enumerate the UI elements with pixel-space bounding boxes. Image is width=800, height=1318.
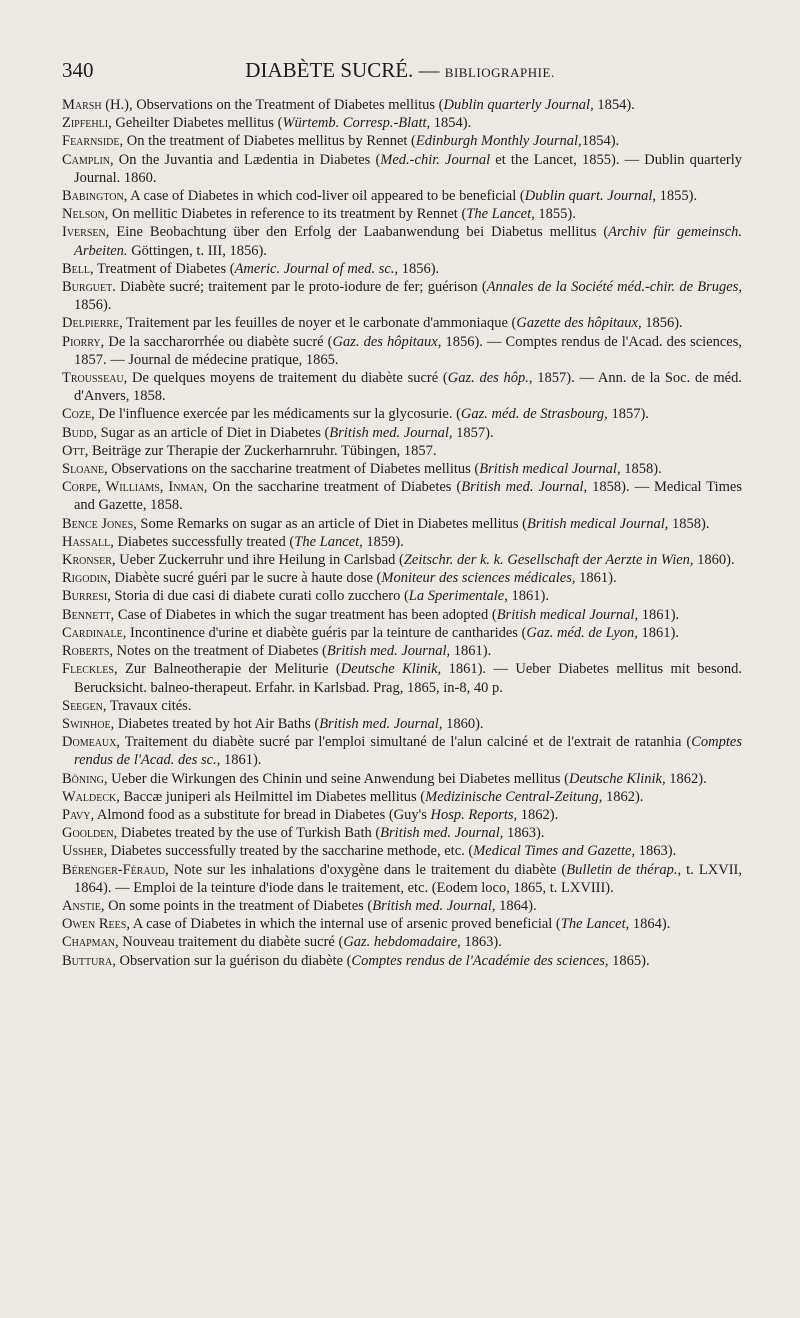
entry-tail: 1864).: [495, 897, 537, 914]
entry-source: Edinburgh Monthly Journal,: [415, 133, 582, 150]
entry-source: Americ. Journal of med. sc.,: [234, 260, 399, 277]
entry-tail: 1858).: [620, 461, 662, 478]
entry-source: Dublin quart. Journal,: [524, 188, 657, 205]
entry-tail: 1861). — Ueber Diabetes mellitus mit besond. Berucksicht. balneo-therapeut. Erfahr. in Karlsbad. Prag, 1865, in-8, 40 p.: [74, 661, 742, 696]
bibliography-entry: [62, 806, 742, 824]
entry-tail: 1861).: [220, 752, 262, 769]
entry-author: Fleckles: [62, 661, 114, 678]
bibliography-entry: [62, 733, 742, 769]
entry-text: , De quelques moyens de traitement du diabète sucré (: [123, 370, 448, 387]
bibliography-entry: [62, 551, 742, 569]
entry-source: Gaz. hebdomadaire,: [343, 934, 461, 951]
bibliography-entry: [62, 861, 742, 897]
entry-author: Zipfehli: [62, 115, 109, 132]
bibliography-entry: [62, 624, 742, 642]
bibliography-entry: [62, 697, 742, 715]
entry-text: , Case of Diabetes in which the sugar treatment has been adopted (: [110, 606, 497, 623]
bibliography-entry: [62, 952, 742, 970]
entry-text: , Sugar as an article of Diet in Diabetes (: [93, 424, 330, 441]
bibliography-entry: [62, 478, 742, 514]
entry-source: British med. Journal,: [319, 715, 443, 732]
page-header: [62, 58, 738, 88]
bibliography-entry: [62, 770, 742, 788]
entry-author: Delpierre: [62, 315, 120, 332]
entry-source: La Sperimentale,: [408, 588, 508, 605]
entry-tail: 1860).: [442, 715, 484, 732]
entry-tail: 1855).: [534, 206, 576, 223]
entry-author: Ott: [62, 442, 85, 459]
entry-author: Babington: [62, 188, 124, 205]
bibliography-entry: [62, 933, 742, 951]
bibliography-entry: [62, 897, 742, 915]
bibliography-entry: [62, 442, 742, 460]
entry-text: , Observations on the saccharine treatment of Diabetes mellitus (: [103, 461, 480, 478]
entry-text: , Diabetes treated by the use of Turkish Bath (: [113, 825, 381, 842]
running-title: [62, 58, 738, 83]
entry-tail: 1861).: [637, 624, 680, 641]
entry-tail: 1861).: [450, 643, 492, 660]
entry-text: , Diabetes successfully treated by the saccharine methode, etc. (: [103, 843, 474, 860]
entry-text: , On some points in the treatment of Diabetes (: [100, 897, 373, 914]
entry-tail: 1854).: [593, 97, 635, 113]
entry-text: , Zur Balneotherapie der Meliturie (: [113, 661, 341, 678]
entry-source: Hosp. Reports,: [430, 806, 518, 823]
entry-tail: 1854).: [581, 133, 620, 150]
bibliography-entry: [62, 369, 742, 405]
bibliography-entry: [62, 587, 742, 605]
entry-author: Bell: [62, 260, 90, 277]
entry-source: The Lancet,: [560, 916, 630, 933]
entry-author: Hassall: [62, 533, 111, 550]
entry-author: Marsh: [62, 97, 102, 113]
entry-source: Comptes rendus de l'Académie des sciences,: [351, 952, 609, 969]
bibliography-entry: [62, 842, 742, 860]
entry-author: Anstie: [62, 897, 101, 914]
entry-tail: 1865).: [608, 952, 650, 969]
entry-source: The Lancet,: [294, 533, 363, 550]
entry-text: , Diabetes successfully treated (: [110, 533, 295, 550]
entry-text: , Some Remarks on sugar as an article of Diet in Diabetes mellitus (: [133, 515, 527, 532]
entry-tail: 1858).: [668, 515, 710, 532]
entry-author: Bérenger-Féraud: [62, 861, 166, 878]
bibliography-entry: [62, 187, 742, 205]
entry-author: Waldeck: [62, 788, 117, 805]
entry-tail: 1863).: [503, 825, 545, 842]
entry-source: Comptes rendus de l'Acad. des sc.,: [74, 734, 742, 769]
entry-author: Kronser: [62, 552, 112, 569]
entry-author: Böning: [62, 770, 104, 787]
entry-tail: 1856).: [641, 315, 683, 332]
entry-tail: 1862).: [602, 788, 644, 805]
entry-text: , On the treatment of Diabetes mellitus by Rennet (: [119, 133, 416, 150]
entry-source: Gazette des hôpitaux,: [516, 315, 642, 332]
entry-source: Bulletin de thérap.,: [566, 861, 682, 878]
entry-source: The Lancet,: [466, 206, 535, 223]
bibliography-entry: [62, 314, 742, 332]
entry-author: Rigodin: [62, 570, 108, 587]
entry-author: Budd: [62, 424, 94, 441]
entry-author: Pavy: [62, 806, 91, 823]
entry-tail: et the Lancet, 1855). — Dublin quarterly Journal. 1860.: [74, 151, 742, 186]
entry-source: Annales de la Société méd.-chir. de Bruges,: [486, 279, 743, 296]
entry-tail: 1860).: [693, 552, 735, 569]
entry-author: Swinhoe: [62, 715, 111, 732]
bibliography-entry: [62, 151, 742, 187]
entry-text: , Baccæ juniperi als Heilmittel im Diabetes mellitus (: [116, 788, 426, 805]
bibliography-entry: [62, 223, 742, 259]
entry-tail: 1856).: [398, 260, 440, 277]
entry-text: , Treatment of Diabetes (: [90, 260, 235, 277]
entry-tail: 1861).: [638, 606, 680, 623]
entry-tail: 1858). — Medical Times and Gazette, 1858.: [74, 479, 742, 514]
title-dash: —: [418, 58, 440, 82]
bibliography-entry: [62, 569, 742, 587]
bibliography-entry: [62, 460, 742, 478]
entry-author: Nelson: [62, 206, 105, 223]
bibliography-entry: [62, 788, 742, 806]
entry-text: , Note sur les inhalations d'oxygène dans le traitement du diabète (: [165, 861, 567, 878]
entry-text: , Travaux cités.: [102, 697, 192, 714]
entry-author: Camplin: [62, 151, 111, 168]
entry-text: (H.), Observations on the Treatment of Diabetes mellitus (: [101, 97, 444, 113]
bibliography-entry: [62, 405, 742, 423]
entry-text: , Storia di due casi di diabete curati collo zucchero (: [107, 588, 409, 605]
bibliography-entry: [62, 278, 742, 314]
bibliography-entry: [62, 915, 742, 933]
entry-author: Iversen: [62, 224, 106, 241]
bibliography-entry: [62, 114, 742, 132]
entry-source: Moniteur des sciences médicales,: [381, 570, 576, 587]
chapter-title: DIABÈTE SUCRÉ.: [245, 58, 414, 82]
entry-text: , Ueber Zuckerruhr und ihre Heilung in Carlsbad (: [111, 552, 404, 569]
entry-source: Med.-chir. Journal: [380, 151, 491, 168]
entry-source: British med. Journal,: [326, 643, 451, 660]
entry-source: Gaz. méd. de Lyon,: [526, 624, 638, 641]
entry-tail: 1862).: [517, 806, 559, 823]
entry-tail: Göttingen, t. III, 1856).: [127, 242, 267, 259]
entry-source: British med. Journal,: [461, 479, 588, 496]
entry-source: Deutsche Klinik,: [340, 661, 442, 678]
entry-tail: 1863).: [635, 843, 677, 860]
entry-author: Bence Jones: [62, 515, 134, 532]
entry-author: Bennett: [62, 606, 111, 623]
entry-tail: 1857).: [452, 424, 494, 441]
entry-author: Corpe, Williams, Inman: [62, 479, 204, 496]
entry-text: , De la saccharorrhée ou diabète sucré (: [100, 333, 333, 350]
bibliography-entry: [62, 642, 742, 660]
bibliography-entry: [62, 132, 742, 150]
entry-author: Burguet: [62, 279, 113, 296]
entry-text: , On mellitic Diabetes in reference to its treatment by Rennet (: [104, 206, 467, 223]
entry-source: Würtemb. Corresp.-Blatt,: [282, 115, 431, 132]
entry-text: , Beiträge zur Therapie der Zuckerharnruhr. Tübingen, 1857.: [84, 442, 437, 459]
entry-text: , Almond food as a substitute for bread in Diabetes (Guy's: [90, 806, 431, 823]
entry-text: , Notes on the treatment of Diabetes (: [109, 643, 327, 660]
entry-text: , Diabète sucré guéri par le sucre à haute dose (: [107, 570, 382, 587]
entry-tail: 1856).: [74, 297, 112, 314]
entry-source: Dublin quarterly Journal,: [443, 97, 594, 113]
entry-author: Piorry: [62, 333, 101, 350]
entry-text: , Nouveau traitement du diabète sucré (: [115, 934, 344, 951]
entry-author: Coze: [62, 406, 92, 423]
entry-tail: 1861).: [507, 588, 549, 605]
entry-source: Zeitschr. der k. k. Gesellschaft der Aerzte in Wien,: [403, 552, 694, 569]
bibliography-entry: [62, 660, 742, 696]
entry-text: , Incontinence d'urine et diabète guéris par la teinture de cantharides (: [122, 624, 527, 641]
section-title: BIBLIOGRAPHIE.: [444, 65, 555, 80]
entry-text: , A case of Diabetes in which cod-liver oil appeared to be beneficial (: [123, 188, 525, 205]
bibliography-entry: [62, 715, 742, 733]
entry-text: , Diabetes treated by hot Air Baths (: [110, 715, 320, 732]
entry-source: Gaz. des hôpitaux,: [332, 333, 442, 350]
entry-source: Archiv für gemeinsch. Arbeiten.: [74, 224, 743, 259]
entry-source: British medical Journal,: [496, 606, 639, 623]
entry-author: Ussher: [62, 843, 104, 860]
entry-author: Goolden: [62, 825, 114, 842]
entry-author: Domeaux: [62, 734, 117, 751]
entry-source: British medical Journal,: [527, 515, 669, 532]
entry-author: Chapman: [62, 934, 116, 951]
entry-tail: 1857).: [607, 406, 649, 423]
entry-tail: 1863).: [460, 934, 502, 951]
entry-source: British med. Journal,: [380, 825, 504, 842]
entry-text: , Eine Beobachtung über den Erfolg der Laabanwendung bei Diabetus mellitus (: [105, 224, 609, 241]
entry-author: Fearnside: [62, 133, 120, 150]
bibliography-entry: [62, 333, 742, 369]
bibliography-entry: [62, 424, 742, 442]
entry-source: British medical Journal,: [479, 461, 621, 478]
entry-author: Owen Rees: [62, 916, 127, 933]
entry-author: Cardinale: [62, 624, 123, 641]
bibliography-list: [62, 96, 742, 970]
entry-text: , On the saccharine treatment of Diabetes (: [203, 479, 462, 496]
entry-source: Medical Times and Gazette,: [473, 843, 636, 860]
entry-source: British med. Journal,: [372, 897, 496, 914]
entry-author: Sloane: [62, 461, 104, 478]
entry-tail: 1854).: [430, 115, 472, 132]
entry-source: Medizinische Central-Zeitung,: [425, 788, 603, 805]
entry-tail: t. LXVII, 1864). — Emploi de la teinture d'iode dans le traitement, etc. (Eodem loco, 1865, t. LXVIII).: [74, 861, 742, 896]
bibliography-entry: [62, 205, 742, 223]
entry-author: Roberts: [62, 643, 110, 660]
bibliography-entry: [62, 606, 742, 624]
bibliography-entry: [62, 533, 742, 551]
entry-text: . Diabète sucré; traitement par le proto-iodure de fer; guérison (: [112, 279, 487, 296]
bibliography-entry: [62, 260, 742, 278]
bibliography-entry: [62, 515, 742, 533]
entry-source: Gaz. méd. de Strasbourg,: [460, 406, 608, 423]
entry-text: , Traitement du diabète sucré par l'emploi simultané de l'alun calciné et de l'extrait de ratanhia (: [116, 734, 692, 751]
bibliography-entry: [62, 824, 742, 842]
entry-author: Buttura: [62, 952, 113, 969]
entry-text: , De l'influence exercée par les médicaments sur la glycosurie. (: [91, 406, 461, 423]
entry-tail: 1864).: [629, 916, 671, 933]
entry-source: British med. Journal,: [329, 424, 453, 441]
entry-text: , Traitement par les feuilles de noyer et le carbonate d'ammoniaque (: [119, 315, 517, 332]
entry-tail: 1862).: [665, 770, 707, 787]
entry-tail: 1855).: [656, 188, 698, 205]
entry-tail: 1857). — Ann. de la Soc. de méd. d'Anvers, 1858.: [74, 370, 742, 405]
entry-text: , Observation sur la guérison du diabète (: [112, 952, 352, 969]
entry-author: Trousseau: [62, 370, 124, 387]
entry-source: Deutsche Klinik,: [568, 770, 666, 787]
entry-author: Burresi: [62, 588, 108, 605]
entry-tail: 1856). — Comptes rendus de l'Acad. des sciences, 1857. — Journal de médecine pratique, 1865.: [74, 333, 742, 368]
page-number: 340: [62, 58, 94, 82]
entry-source: Gaz. des hôp.,: [447, 370, 533, 387]
entry-text: , Ueber die Wirkungen des Chinin und seine Anwendung bei Diabetes mellitus (: [103, 770, 569, 787]
entry-tail: 1861).: [575, 570, 617, 587]
entry-author: Seegen: [62, 697, 103, 714]
entry-text: , On the Juvantia and Lædentia in Diabetes (: [110, 151, 381, 168]
bibliography-entry: [62, 96, 742, 114]
entry-tail: 1859).: [362, 533, 404, 550]
entry-text: , Geheilter Diabetes mellitus (: [108, 115, 283, 132]
entry-text: , A case of Diabetes in which the internal use of arsenic proved beneficial (: [126, 916, 561, 933]
